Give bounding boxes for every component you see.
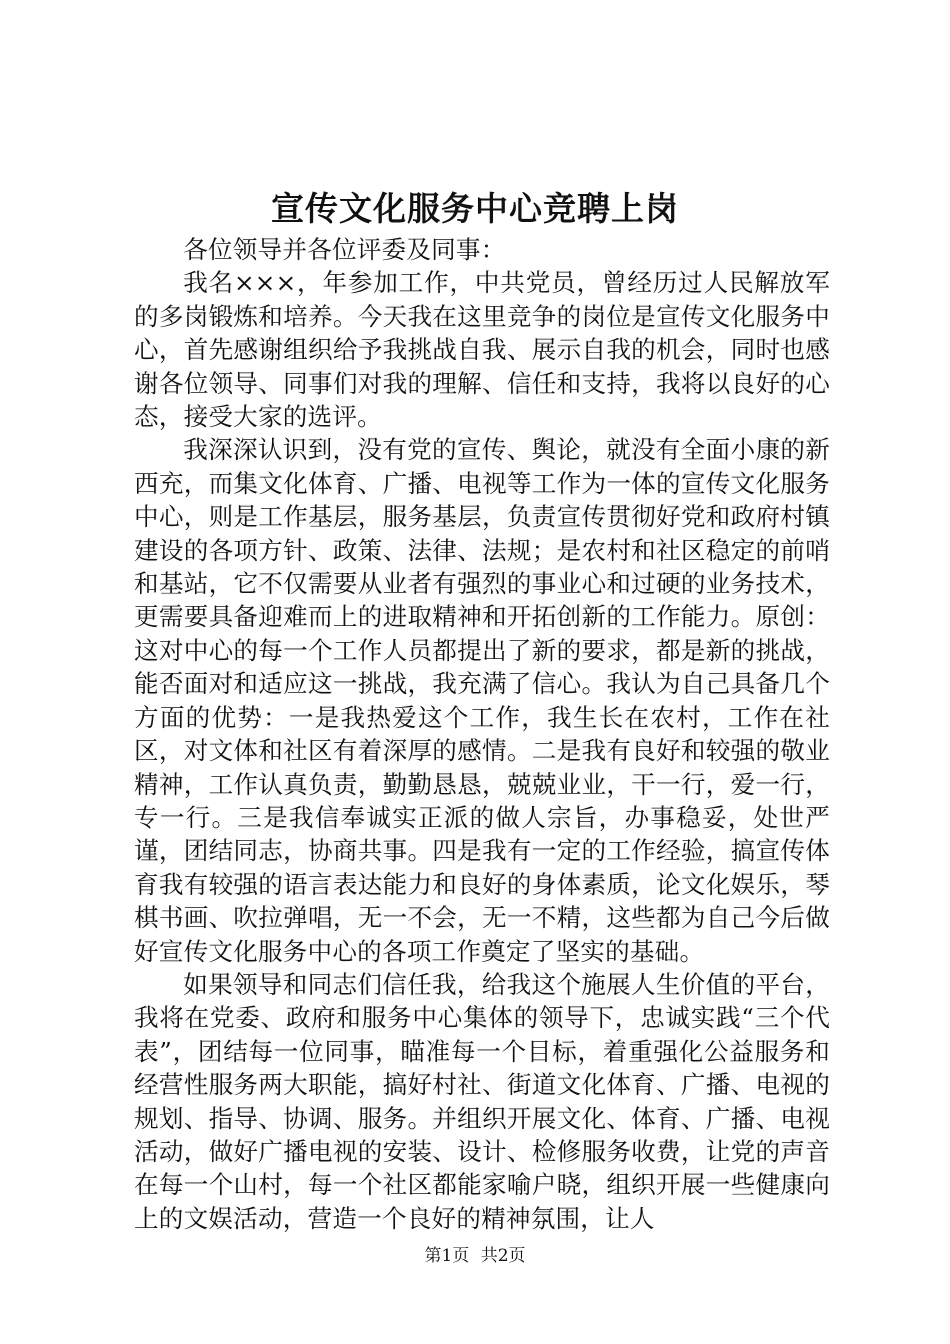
page-number: 第1页 (424, 1246, 470, 1266)
salutation: 各位领导并各位评委及同事： (183, 235, 506, 264)
page-footer (0, 1245, 950, 1267)
document-title: 宣传文化服务中心竞聘上岗 (271, 189, 679, 228)
paragraph-plans: 如果领导和同志们信任我，给我这个施展人生价值的平台，我将在党委、政府和服务中心集体的领导下，忠诚实践“三个代表”，团结每一位同事，瞄准每一个目标，着重强化公益服务和经营性服务两大职能，搞好村社、街道文化体育、广播、电视的规划、指导、协调、服务。并组织开展文化、体育、广播、电视活动，做好广播电视的安装、设计、检修服务收费，让党的声音在每一个山村，每一个社区都能家喻户晓，组织开展一些健康向上的文娱活动，营造一个良好的精神氛围，让人 (134, 969, 830, 1233)
paragraph-qualifications: 我深深认识到，没有党的宣传、舆论，就没有全面小康的新西充，而集文化体育、广播、电视等工作为一体的宣传文化服务中心，则是工作基层，服务基层，负责宣传贯彻好党和政府村镇建设的各项方针、政策、法律、法规；是农村和社区稳定的前哨和基站，它不仅需要从业者有强烈的事业心和过硬的业务技术，更需要具备迎难而上的进取精神和开拓创新的工作能力。原创：这对中心的每一个工作人员都提出了新的要求，都是新的挑战，能否面对和适应这一挑战，我充满了信心。我认为自己具备几个方面的优势：一是我热爱这个工作，我生长在农村，工作在社区，对文体和社区有着深厚的感情。二是我有良好和较强的敬业精神，工作认真负责，勤勤恳恳，兢兢业业，干一行，爱一行，专一行。三是我信奉诚实正派的做人宗旨，办事稳妥，处世严谨，团结同志，协商共事。四是我有一定的工作经验，搞宣传体育我有较强的语言表达能力和良好的身体素质，论文化娱乐，琴棋书画、吹拉弹唱，无一不会，无一不精，这些都为自己今后做好宣传文化服务中心的各项工作奠定了坚实的基础。 (134, 435, 830, 966)
document-body (134, 233, 830, 1235)
page-count: 共2页 (480, 1246, 526, 1266)
paragraph-introduction: 我名×××，年参加工作，中共党员，曾经历过人民解放军的多岗锻炼和培养。今天我在这里竞争的岗位是宣传文化服务中心，首先感谢组织给予我挑战自我、展示自我的机会，同时也感谢各位领导、同事们对我的理解、信任和支持，我将以良好的心态，接受大家的选评。 (134, 268, 830, 432)
